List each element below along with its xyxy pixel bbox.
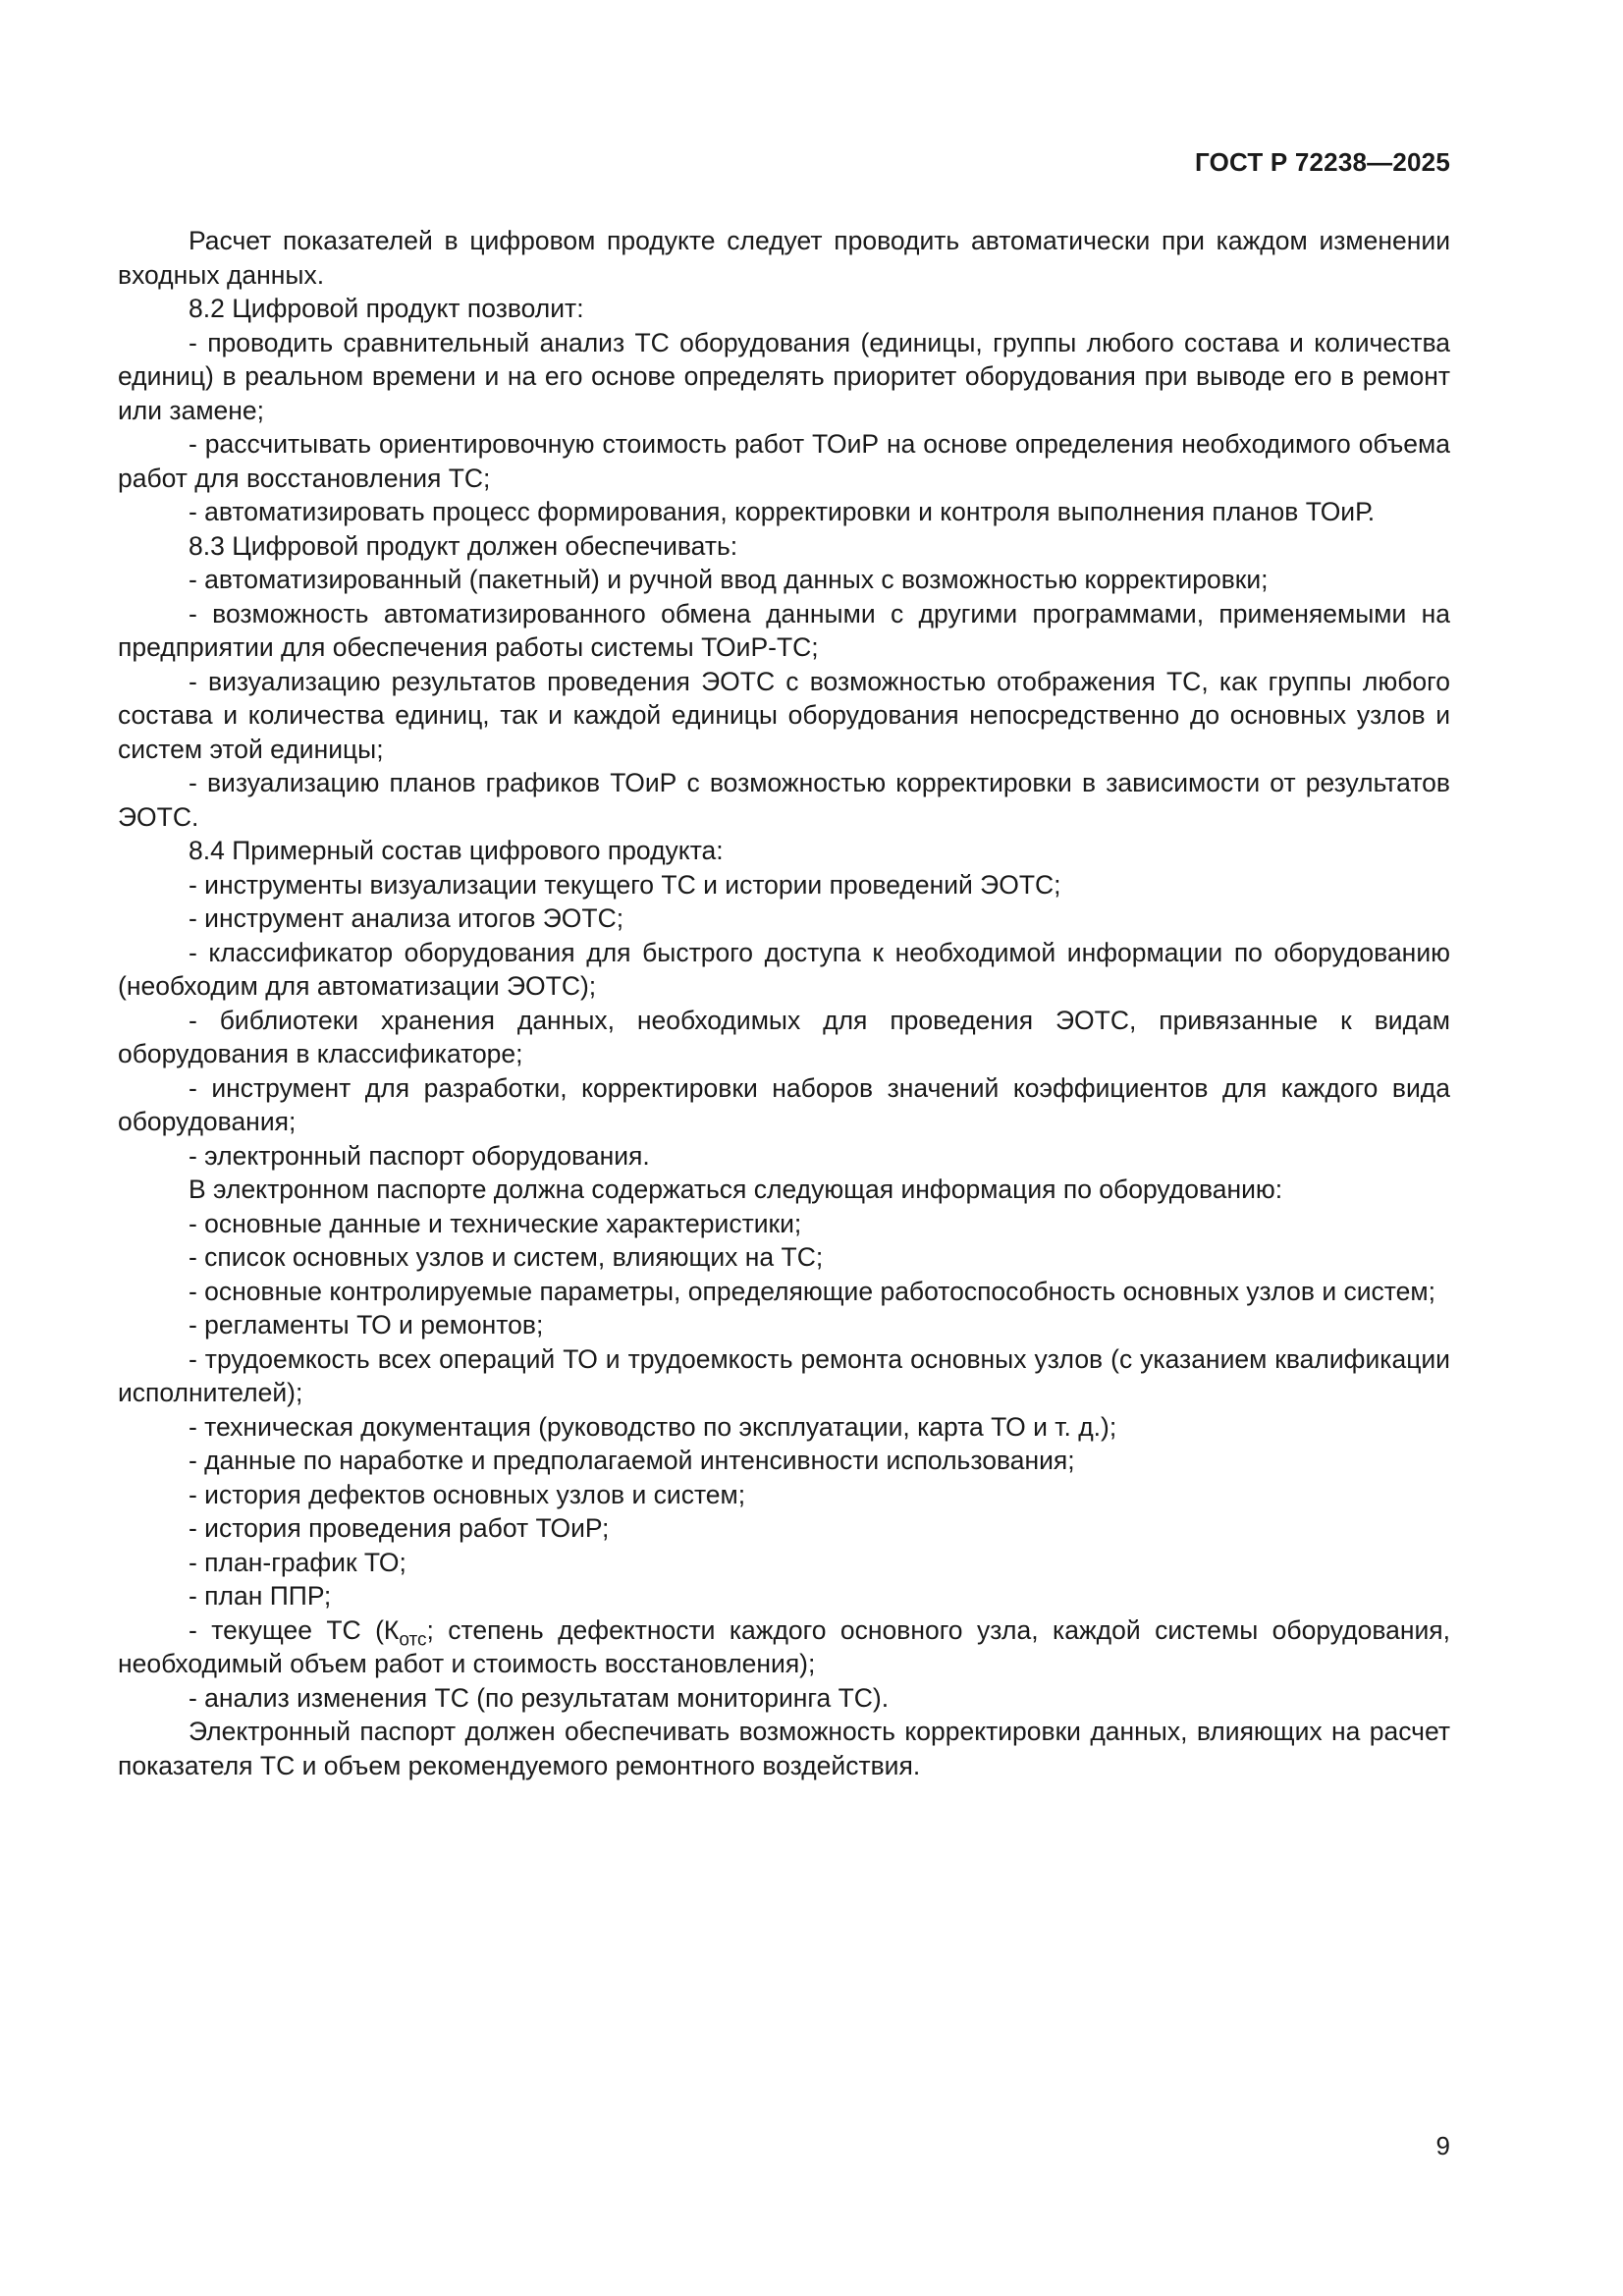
current-state-suffix: ; степень дефектности каждого основного узла, каждой системы оборудования, необходимый объем работ и стоимость восстановления); (118, 1614, 1450, 1678)
list-item: - основные данные и технические характеристики; (189, 1208, 802, 1238)
list-item: - техническая документация (руководство по эксплуатации, карта ТО и т. д.); (189, 1411, 1117, 1442)
list-item: - библиотеки хранения данных, необходимых для проведения ЭОТС, привязанные к видам оборудования в классификаторе; (118, 1005, 1450, 1068)
list-item-current-state (118, 1613, 1450, 1681)
list-item: - классификатор оборудования для быстрого доступа к необходимой информации по оборудованию (необходим для автоматизации ЭОТС); (118, 937, 1450, 1001)
list-item: - история дефектов основных узлов и систем; (189, 1479, 746, 1509)
list-item: - инструмент анализа итогов ЭОТС; (189, 903, 624, 933)
list-item: - инструмент для разработки, корректировки наборов значений коэффициентов для каждого вида оборудования; (118, 1072, 1450, 1136)
paragraph: В электронном паспорте должна содержаться следующая информация по оборудованию: (189, 1175, 1283, 1204)
paragraph: Расчет показателей в цифровом продукте следует проводить автоматически при каждом изменении входных данных. (118, 226, 1450, 290)
list-item: - список основных узлов и систем, влияющих на ТС; (189, 1242, 824, 1272)
list-item: - рассчитывать ориентировочную стоимость работ ТОиР на основе определения необходимого объема работ для восстановления ТС; (118, 429, 1450, 493)
section-heading-8-4: 8.4 Примерный состав цифрового продукта: (189, 836, 724, 865)
list-item: - визуализацию планов графиков ТОиР с возможностью корректировки в зависимости от результатов ЭОТС. (118, 768, 1450, 832)
page-number: 9 (1435, 2131, 1450, 2160)
section-heading-8-2: 8.2 Цифровой продукт позволит: (189, 294, 584, 323)
list-item: - анализ изменения ТС (по результатам мониторинга ТС). (189, 1682, 890, 1713)
list-item: - план-график ТО; (189, 1547, 406, 1577)
document-body (118, 224, 1450, 1782)
list-item: - автоматизировать процесс формирования, корректировки и контроля выполнения планов ТОиР. (189, 497, 1376, 526)
section-heading-8-3: 8.3 Цифровой продукт должен обеспечивать: (189, 530, 738, 561)
paragraph: Электронный паспорт должен обеспечивать возможность корректировки данных, влияющих на расчет показателя ТС и объем рекомендуемого ремонтного воздействия. (118, 1717, 1450, 1780)
list-item: - трудоемкость всех операций ТО и трудоемкость ремонта основных узлов (с указанием квалификации исполнителей); (118, 1343, 1450, 1407)
list-item: - история проведения работ ТОиР; (189, 1513, 610, 1543)
list-item: - проводить сравнительный анализ ТС оборудования (единицы, группы любого состава и количества единиц) в реальном времени и на его основе определять приоритет оборудования при выводе его в ремонт или замене; (118, 327, 1450, 425)
list-item: - основные контролируемые параметры, определяющие работоспособность основных узлов и систем; (189, 1276, 1435, 1306)
list-item: - план ППР; (189, 1581, 332, 1611)
current-state-prefix: - текущее ТС (К (189, 1614, 400, 1645)
list-item: - возможность автоматизированного обмена данными с другими программами, применяемыми на предприятии для обеспечения работы системы ТОиР-ТС; (118, 598, 1450, 662)
list-item: - автоматизированный (пакетный) и ручной ввод данных с возможностью корректировки; (189, 565, 1269, 594)
current-state-subscript: отс (399, 1628, 427, 1650)
list-item: - инструменты визуализации текущего ТС и истории проведений ЭОТС; (189, 869, 1061, 900)
list-item: - электронный паспорт оборудования. (189, 1140, 650, 1171)
list-item: - данные по наработке и предполагаемой интенсивности использования; (189, 1446, 1075, 1475)
list-item: - визуализацию результатов проведения ЭОТС с возможностью отображения ТС, как группы любого состава и количества единиц, так и каждой единицы оборудования непосредственно до основных узлов и систем этой единицы; (118, 666, 1450, 764)
document-header: ГОСТ Р 72238—2025 (1195, 147, 1450, 177)
list-item: - регламенты ТО и ремонтов; (189, 1310, 544, 1339)
